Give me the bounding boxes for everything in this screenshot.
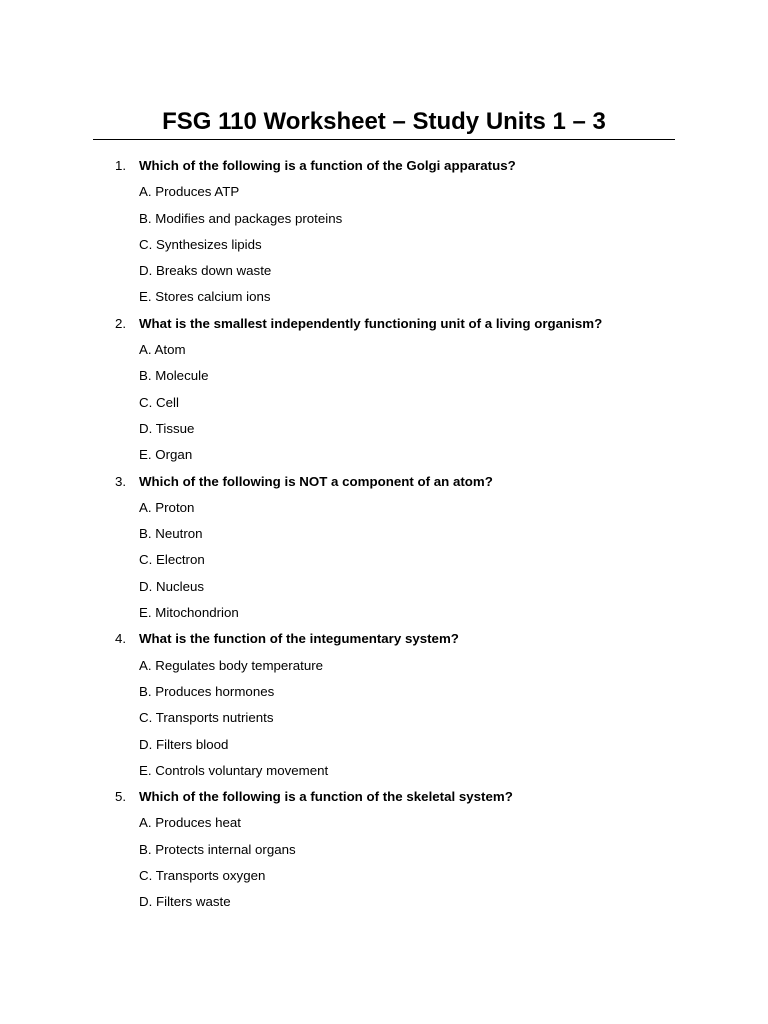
question-list [0, 153, 768, 916]
answer-option: A. Atom [139, 342, 186, 358]
question-item [0, 469, 768, 627]
answer-option: E. Organ [139, 447, 193, 463]
question-number: 5. [115, 789, 127, 805]
answer-option: A. Produces heat [139, 815, 242, 831]
answer-option: A. Regulates body temperature [139, 657, 324, 673]
question-number: 4. [115, 631, 127, 647]
question-number: 1. [115, 158, 127, 173]
answer-option: E. Mitochondrion [139, 605, 239, 621]
answer-option: B. Protects internal organs [139, 841, 296, 857]
question-heading [0, 311, 768, 337]
answer-option: C. Synthesizes lipids [139, 236, 262, 252]
answer-option: B. Modifies and packages proteins [139, 210, 343, 226]
question-number: 3. [115, 473, 127, 489]
answer-option: D. Filters waste [139, 894, 231, 910]
answer-option: A. Produces ATP [139, 184, 240, 200]
answer-option: D. Breaks down waste [139, 263, 272, 279]
question-text: Which of the following is a function of the Golgi apparatus? [139, 158, 516, 173]
answer-option: C. Transports oxygen [139, 868, 266, 884]
question-heading [0, 469, 768, 495]
answer-option: A. Proton [139, 499, 195, 515]
question-number: 2. [115, 315, 127, 331]
answer-option: B. Molecule [139, 368, 209, 384]
question-item [0, 626, 768, 784]
question-item [0, 311, 768, 469]
answer-option: E. Stores calcium ions [139, 289, 271, 305]
answer-option: D. Tissue [139, 420, 195, 436]
answer-options [0, 653, 768, 784]
answer-option: B. Produces hormones [139, 683, 275, 699]
answer-option: C. Electron [139, 552, 205, 568]
answer-options [0, 179, 768, 310]
answer-option: D. Filters blood [139, 736, 229, 752]
question-text: What is the smallest independently functioning unit of a living organism? [139, 315, 603, 331]
answer-option: E. Controls voluntary movement [139, 762, 329, 778]
question-heading [0, 784, 768, 810]
answer-option: C. Transports nutrients [139, 710, 274, 726]
question-text: Which of the following is NOT a component of an atom? [139, 473, 493, 489]
question-item [0, 784, 768, 915]
question-text: Which of the following is a function of the skeletal system? [139, 789, 513, 805]
question-text: What is the function of the integumentary system? [139, 631, 459, 647]
question-heading [0, 626, 768, 652]
answer-option: B. Neutron [139, 526, 203, 542]
question-item [0, 153, 768, 311]
answer-option: C. Cell [139, 394, 179, 410]
question-heading [0, 153, 768, 179]
answer-options [0, 810, 768, 915]
answer-options [0, 337, 768, 468]
page-title: FSG 110 Worksheet – Study Units 1 – 3 [162, 108, 606, 135]
title-divider [93, 139, 675, 140]
answer-option: D. Nucleus [139, 578, 205, 594]
answer-options [0, 495, 768, 626]
